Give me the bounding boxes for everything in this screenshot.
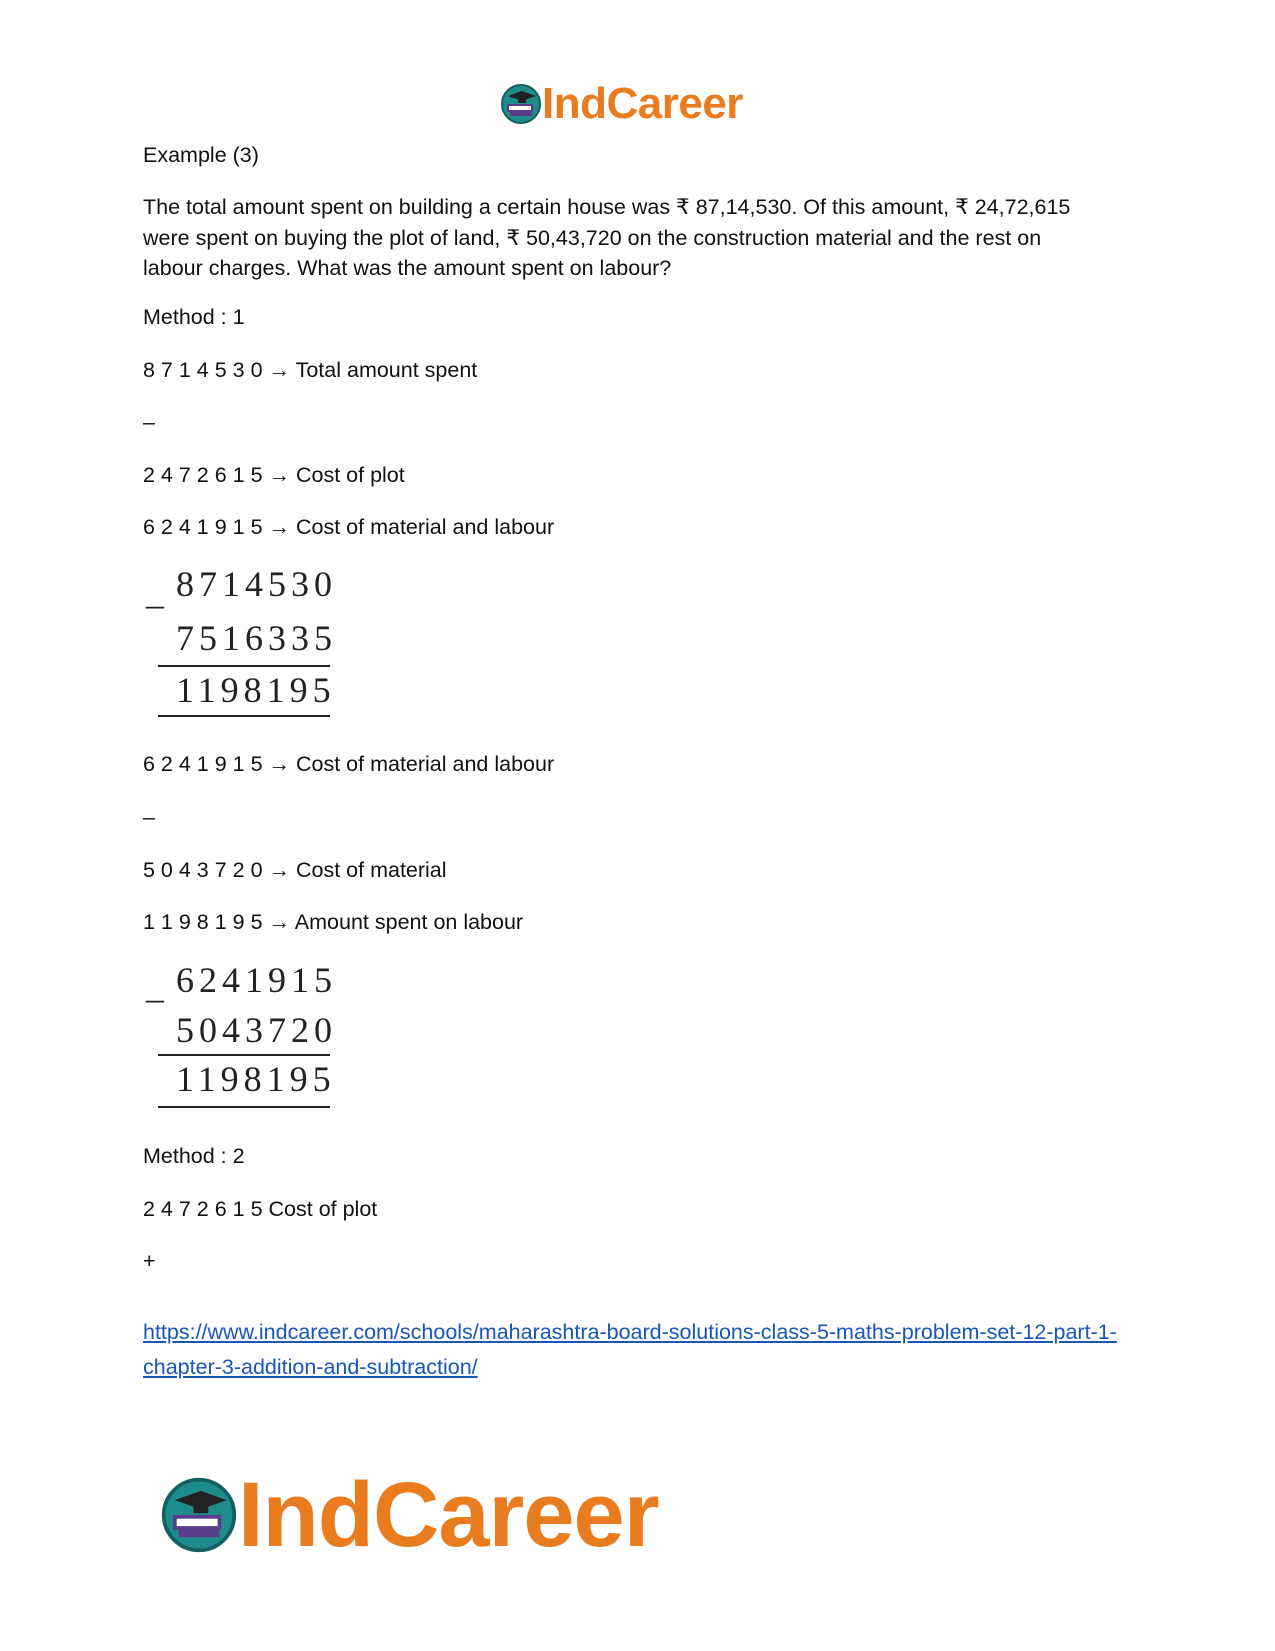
method1-line-material: 5 0 4 3 7 2 0 → Cost of material bbox=[143, 858, 447, 882]
calc2-rule-top bbox=[158, 1054, 330, 1056]
problem-text: The total amount spent on building a certain house was ₹ 87,14,530. Of this amount, ₹ 24,72,615 were spent on buying the plot of land, ₹ 50,43,720 on the construction material and the rest on labour charges. What was the amount spent on labour? bbox=[143, 195, 1071, 280]
subtraction-calc-1 bbox=[143, 562, 343, 722]
calc2-result: 1198195 bbox=[176, 1059, 336, 1099]
calc1-rule-bottom bbox=[158, 715, 330, 717]
calc1-sign: – bbox=[146, 584, 169, 624]
globe-book-icon bbox=[500, 83, 542, 125]
method2-line-plot: 2 4 7 2 6 1 5 Cost of plot bbox=[143, 1197, 378, 1221]
calc2-subtrahend: 5043720 bbox=[176, 1010, 337, 1050]
method1-line-material-labour: 6 2 4 1 9 1 5 → Cost of material and labour bbox=[143, 515, 555, 539]
method2-title: Method : 2 bbox=[143, 1144, 245, 1168]
method1-line-material-labour-2: 6 2 4 1 9 1 5 → Cost of material and labour bbox=[143, 752, 555, 776]
method1-minus-sign-2: – bbox=[143, 805, 155, 829]
logo-wordmark: IndCareer bbox=[238, 1464, 659, 1566]
subtraction-calc-2 bbox=[143, 958, 343, 1118]
logo-wordmark: IndCareer bbox=[542, 79, 743, 128]
method1-line-labour: 1 1 9 8 1 9 5 → Amount spent on labour bbox=[143, 910, 524, 934]
calc2-rule-bottom bbox=[158, 1106, 330, 1108]
example-title: Example (3) bbox=[143, 143, 259, 167]
method2-plus-sign: + bbox=[143, 1249, 156, 1273]
method1-title: Method : 1 bbox=[143, 305, 245, 329]
calc1-subtrahend: 7516335 bbox=[176, 618, 337, 658]
calc2-minuend: 6241915 bbox=[176, 960, 337, 1000]
calc2-sign: – bbox=[146, 978, 169, 1018]
calc1-rule-top bbox=[158, 665, 330, 667]
footer-logo bbox=[160, 1465, 659, 1565]
method1-line-plot: 2 4 7 2 6 1 5 → Cost of plot bbox=[143, 463, 405, 487]
method1-minus-sign: – bbox=[143, 410, 155, 434]
header-logo bbox=[500, 78, 743, 130]
globe-book-icon bbox=[160, 1476, 238, 1554]
calc1-minuend: 8714530 bbox=[176, 564, 337, 604]
source-url-link[interactable]: https://www.indcareer.com/schools/maharashtra-board-solutions-class-5-maths-problem-set-12-part-1-chapter-3-addition-and-subtraction/ bbox=[143, 1320, 1117, 1379]
method1-line-total: 8 7 1 4 5 3 0 → Total amount spent bbox=[143, 358, 478, 382]
calc1-result: 1198195 bbox=[176, 670, 336, 710]
